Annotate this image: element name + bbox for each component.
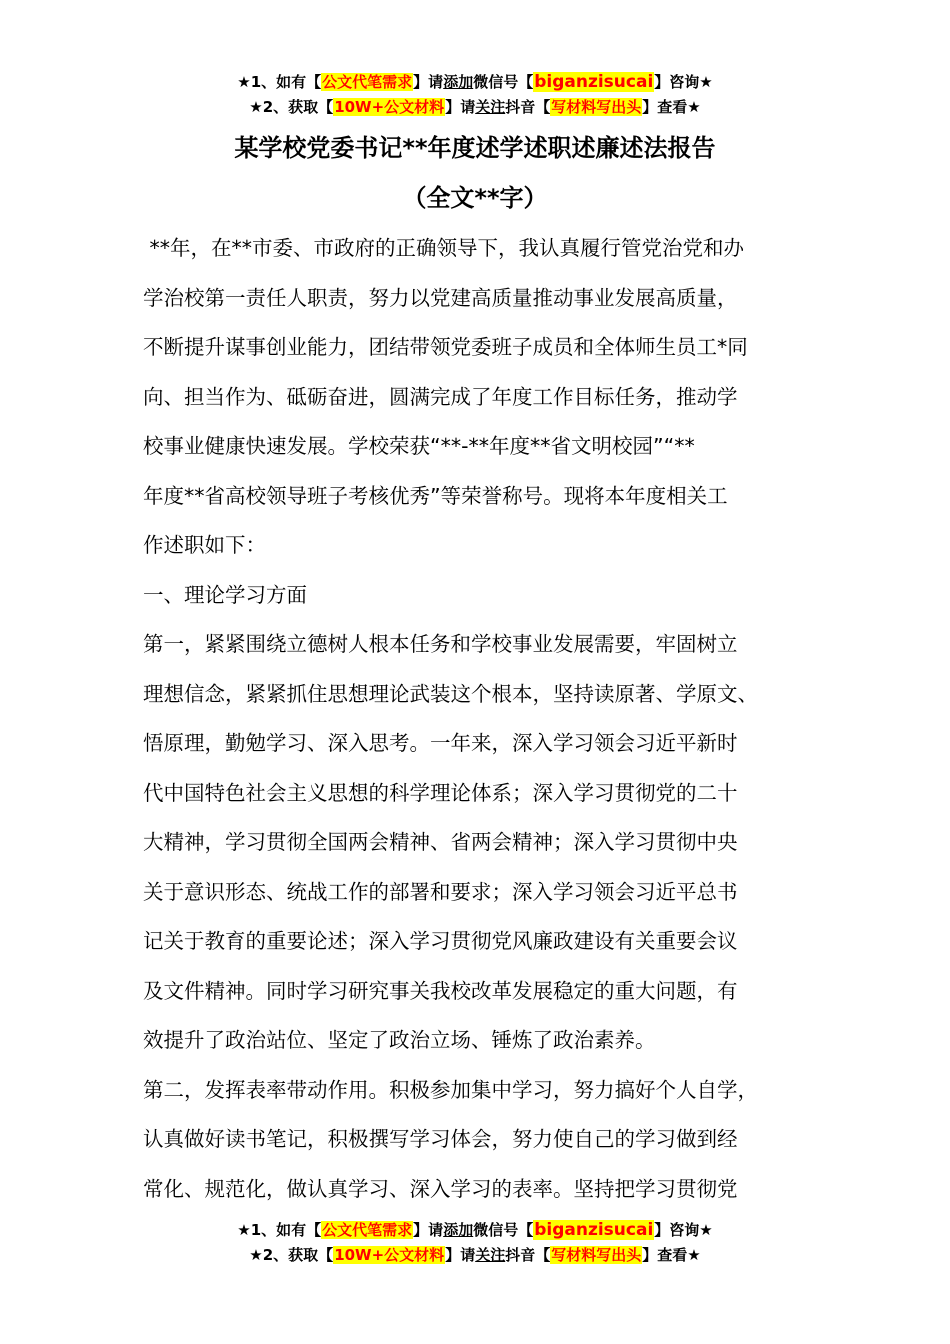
document-subtitle: （全文**字） — [402, 184, 548, 212]
text-line: 不断提升谋事创业能力，团结带领党委班子成员和全体师生员工*同 — [143, 335, 748, 359]
text-line: **年，在**市委、市政府的正确领导下，我认真履行管党治党和办 — [143, 236, 745, 260]
section-heading: 一、理论学习方面 — [143, 582, 307, 607]
text-line: 作述职如下： — [143, 533, 266, 557]
text-line: 校事业健康快速发展。学校荣获“**-**年度**省文明校园”“** — [143, 434, 695, 458]
text-line: 效提升了政治站位、坚定了政治立场、锤炼了政治素养。 — [143, 1028, 656, 1052]
document-body — [143, 224, 833, 1214]
text-line: 学治校第一责任人职责，努力以党建高质量推动事业发展高质量， — [143, 285, 738, 310]
banner-line-2: ★2、获取【10W+公文材料】请关注抖音【写材料写出头】查看★ — [249, 1246, 701, 1264]
footer-banner — [0, 1218, 950, 1268]
text-line: 关于意识形态、统战工作的部署和要求；深入学习领会习近平总书 — [143, 879, 738, 904]
text-line: 悟原理，勤勉学习、深入思考。一年来，深入学习领会习近平新时 — [143, 731, 738, 755]
banner-line-2: ★2、获取【10W+公文材料】请关注抖音【写材料写出头】查看★ — [249, 98, 701, 116]
text-line: 及文件精神。同时学习研究事关我校改革发展稳定的重大问题，有 — [143, 978, 738, 1003]
highlight-wechat-id: biganzisucai — [534, 72, 654, 92]
highlight-service: 公文代笔需求 — [322, 1221, 413, 1239]
text-line: 年度**省高校领导班子考核优秀”等荣誉称号。现将本年度相关工 — [143, 483, 728, 508]
text-line: 理想信念，紧紧抓住思想理论武装这个根本，坚持读原著、学原文、 — [143, 681, 758, 706]
header-banner — [0, 70, 950, 120]
text-line: 第二，发挥表率带动作用。积极参加集中学习，努力搞好个人自学， — [143, 1077, 758, 1102]
document-title: 某学校党委书记**年度述学述职述廉述法报告 — [234, 134, 716, 162]
highlight-materials: 10W+公文材料 — [334, 1246, 445, 1264]
highlight-materials: 10W+公文材料 — [334, 98, 445, 116]
text-line: 向、担当作为、砥砺奋进，圆满完成了年度工作目标任务，推动学 — [143, 384, 738, 409]
text-line: 第一，紧紧围绕立德树人根本任务和学校事业发展需要，牢固树立 — [143, 632, 738, 656]
text-line: 代中国特色社会主义思想的科学理论体系；深入学习贯彻党的二十 — [143, 780, 738, 805]
highlight-wechat-id: biganzisucai — [534, 1220, 654, 1240]
text-line: 常化、规范化，做认真学习、深入学习的表率。坚持把学习贯彻党 — [143, 1176, 738, 1201]
text-line: 认真做好读书笔记，积极撰写学习体会，努力使自己的学习做到经 — [143, 1127, 738, 1151]
text-line: 记关于教育的重要论述；深入学习贯彻党风廉政建设有关重要会议 — [143, 929, 738, 953]
highlight-service: 公文代笔需求 — [322, 73, 413, 91]
highlight-douyin: 写材料写出头 — [551, 98, 642, 116]
banner-line-1: ★1、如有【公文代笔需求】请添加微信号【biganzisucai】咨询★ — [237, 72, 713, 92]
highlight-douyin: 写材料写出头 — [551, 1246, 642, 1264]
banner-line-1: ★1、如有【公文代笔需求】请添加微信号【biganzisucai】咨询★ — [237, 1220, 713, 1240]
text-line: 大精神，学习贯彻全国两会精神、省两会精神；深入学习贯彻中央 — [143, 830, 738, 854]
